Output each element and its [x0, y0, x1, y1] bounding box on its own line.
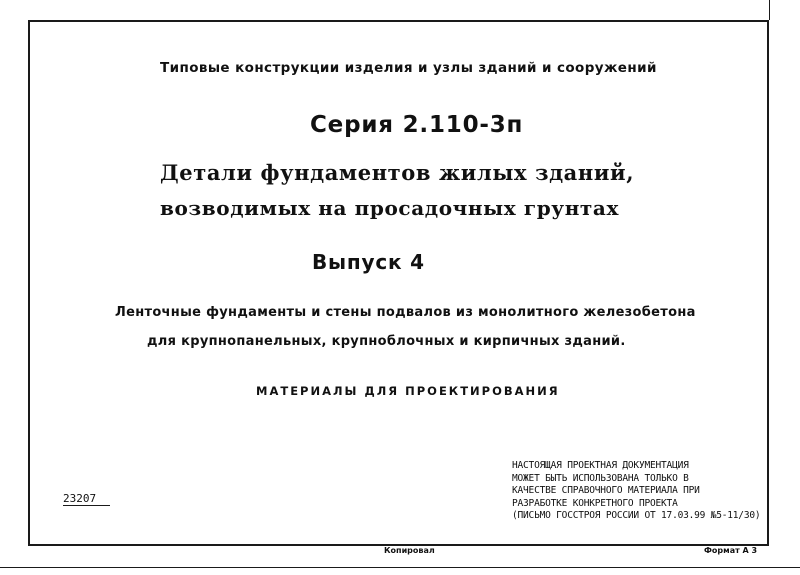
description-line-1: Ленточные фундаменты и стены подвалов из монолитного железобетона	[115, 305, 696, 320]
notice-line: НАСТОЯЩАЯ ПРОЕКТНАЯ ДОКУМЕНТАЦИЯ	[512, 460, 689, 471]
materials-subtitle: МАТЕРИАЛЫ ДЛЯ ПРОЕКТИРОВАНИЯ	[256, 384, 560, 398]
frame-corner-tick	[769, 0, 770, 20]
format-label: Формат А 3	[704, 546, 758, 555]
series-number: Серия 2.110-3п	[310, 112, 524, 138]
usage-notice	[512, 460, 760, 523]
notice-line: РАЗРАБОТКЕ КОНКРЕТНОГО ПРОЕКТА	[512, 497, 678, 509]
notice-line: (ПИСЬМО ГОССТРОЯ РОССИИ ОТ 17.03.99 №5-11/30)	[512, 510, 761, 521]
description-line-2: для крупнопанельных, крупноблочных и кирпичных зданий.	[147, 334, 626, 349]
inventory-number: 23207	[63, 492, 110, 506]
bottom-border-line	[0, 567, 800, 568]
title-line-1: Детали фундаментов жилых зданий,	[160, 160, 635, 185]
notice-line: МОЖЕТ БЫТЬ ИСПОЛЬЗОВАНА ТОЛЬКО В	[512, 472, 689, 484]
issue-number: Выпуск 4	[312, 250, 425, 274]
notice-line: КАЧЕСТВЕ СПРАВОЧНОГО МАТЕРИАЛА ПРИ	[512, 485, 700, 496]
title-line-2: возводимых на просадочных грунтах	[160, 196, 620, 220]
series-header: Типовые конструкции изделия и узлы зданий и сооружений	[160, 60, 657, 76]
copied-label: Копировал	[384, 546, 435, 555]
